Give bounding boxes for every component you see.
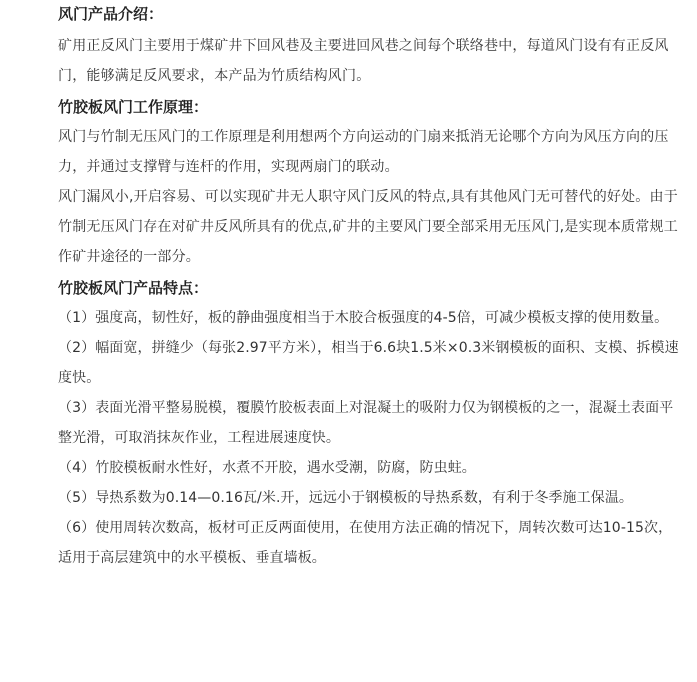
feature-item-3: （3）表面光滑平整易脱模，覆膜竹胶板表面上对混凝土的吸附力仅为钢模板的之一，混凝土表面平整光滑，可取消抹灰作业，工程进展速度快。: [58, 400, 674, 446]
feature-item-1: （1）强度高，韧性好，板的静曲强度相当于木胶合板强度的4-5倍，可减少模板支撑的使用数量。: [58, 310, 669, 326]
section-heading-principle: 竹胶板风门工作原理：: [58, 98, 209, 116]
section-heading-intro: 风门产品介绍：: [58, 5, 164, 23]
feature-item-6: （6）使用周转次数高，板材可正反两面使用，在使用方法正确的情况下，周转次数可达10-15次，适用于高层建筑中的水平模板、垂直墙板。: [58, 520, 673, 566]
feature-item-4: （4）竹胶模板耐水性好，水煮不开胶，遇水受潮，防腐，防虫蛀。: [58, 460, 476, 476]
feature-item-5: （5）导热系数为0.14—0.16瓦/米.开，远远小于钢模板的导热系数，有利于冬季施工保温。: [58, 490, 634, 506]
principle-paragraph-1: 风门与竹制无压风门的工作原理是利用想两个方向运动的门扇来抵消无论哪个方向为风压方向的压力，并通过支撑臂与连杆的作用，实现两扇门的联动。: [58, 129, 669, 175]
intro-paragraph: 矿用正反风门主要用于煤矿井下回风巷及主要进回风巷之间每个联络巷中，每道风门设有有正反风门，能够满足反风要求，本产品为竹质结构风门。: [58, 38, 669, 84]
principle-paragraph-2: 风门漏风小,开启容易、可以实现矿井无人职守风门反风的特点,具有其他风门无可替代的好处。由于竹制无压风门存在对矿井反风所具有的优点,矿井的主要风门要全部采用无压风门,是实现本质常规工作矿井途径的一部分。: [58, 189, 678, 265]
section-heading-features: 竹胶板风门产品特点：: [58, 279, 209, 297]
document-body: [58, 4, 686, 573]
feature-item-2: （2）幅面宽，拼缝少（每张2.97平方米），相当于6.6块1.5米×0.3米钢模板的面积、支模、拆模速度快。: [58, 340, 679, 386]
